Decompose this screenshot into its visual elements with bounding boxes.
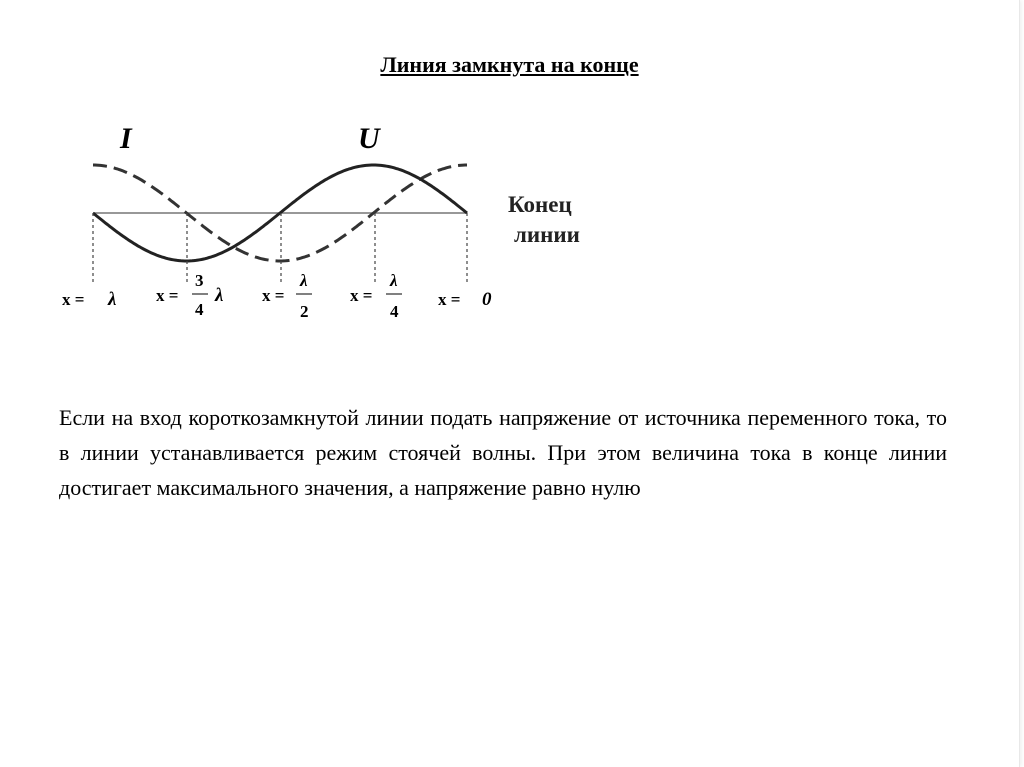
pos-label-2-prefix: x =	[156, 286, 179, 305]
pos-label-3-num: λ	[300, 271, 308, 290]
description-paragraph: Если на вход короткозамкнутой линии подать напряжение от источника переменного тока, то в линии устанавливается режим стоячей волны. При этом величина тока в конце линии достигает максимального значения, а напряжение равно нулю	[59, 405, 947, 500]
pos-label-3-prefix: x =	[262, 286, 285, 305]
pos-label-2-den: 4	[195, 300, 204, 319]
position-markers	[93, 213, 467, 282]
pos-label-3-den: 2	[300, 302, 309, 321]
pos-label-4-num: λ	[390, 271, 398, 290]
pos-label-5-value: 0	[482, 289, 492, 310]
standing-wave-diagram	[40, 110, 640, 350]
pos-label-2-num: 3	[195, 271, 204, 290]
pos-label-2-suffix: λ	[215, 285, 224, 306]
pos-label-4-prefix: x =	[350, 286, 373, 305]
pos-label-4-den: 4	[390, 302, 399, 321]
voltage-label: U	[358, 122, 380, 155]
line-end-label-1: Конец	[508, 192, 572, 217]
slide-title: Линия замкнута на конце	[380, 52, 639, 77]
line-end-label-2: линии	[514, 222, 580, 247]
pos-label-1-prefix: x =	[62, 290, 85, 309]
pos-label-1-value: λ	[108, 289, 117, 310]
current-label: I	[120, 122, 132, 155]
position-labels	[62, 271, 492, 321]
pos-label-5-prefix: x =	[438, 290, 461, 309]
